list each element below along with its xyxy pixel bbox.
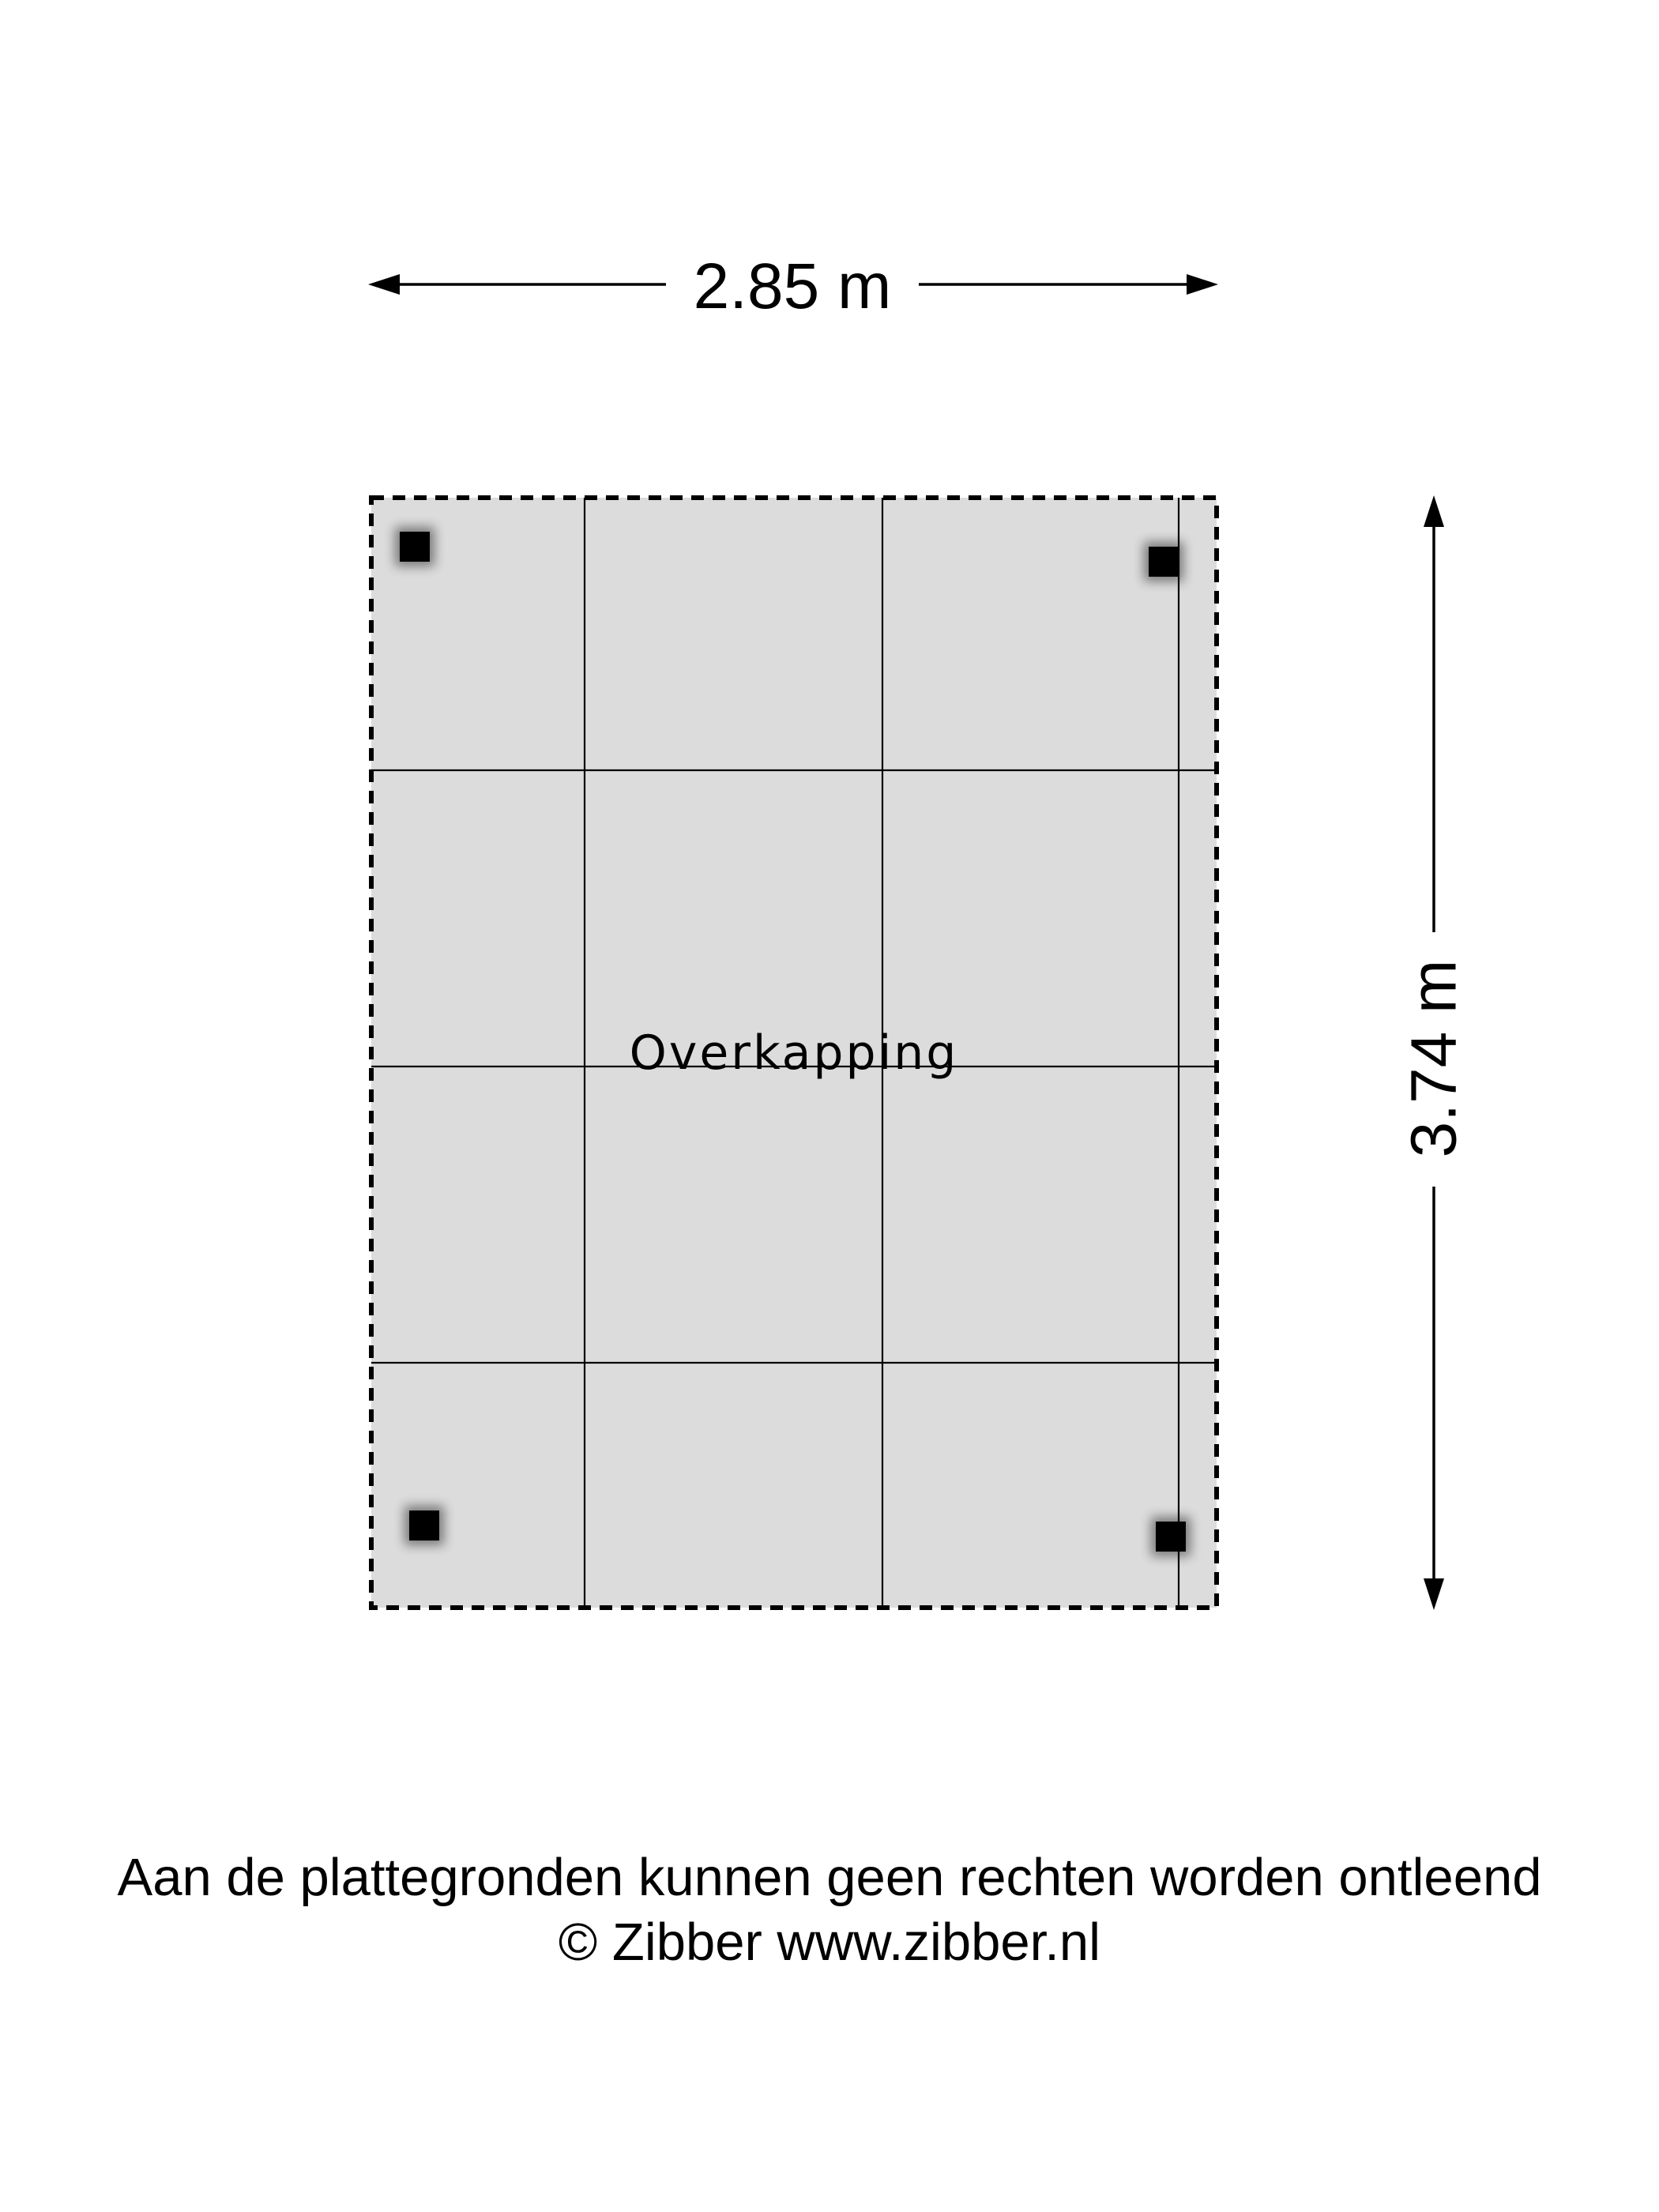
post-top-right bbox=[1149, 547, 1179, 577]
height-dimension bbox=[1398, 495, 1470, 1610]
height-dimension-label: 3.74 m bbox=[1398, 959, 1470, 1158]
arrow-right-icon bbox=[1187, 274, 1218, 295]
arrow-left-icon bbox=[368, 274, 400, 295]
width-dimension-label: 2.85 m bbox=[693, 250, 892, 322]
post-bottom-left bbox=[409, 1510, 439, 1540]
disclaimer-text: Aan de plattegronden kunnen geen rechten worden ontleend bbox=[117, 1848, 1542, 1907]
arrow-up-icon bbox=[1424, 495, 1444, 527]
room-label: Overkapping bbox=[629, 1025, 959, 1081]
post-top-left bbox=[400, 532, 430, 562]
copyright-text: © Zibber www.zibber.nl bbox=[558, 1913, 1101, 1972]
width-dimension bbox=[368, 250, 1218, 322]
arrow-down-icon bbox=[1424, 1578, 1444, 1610]
post-bottom-right bbox=[1156, 1522, 1186, 1552]
